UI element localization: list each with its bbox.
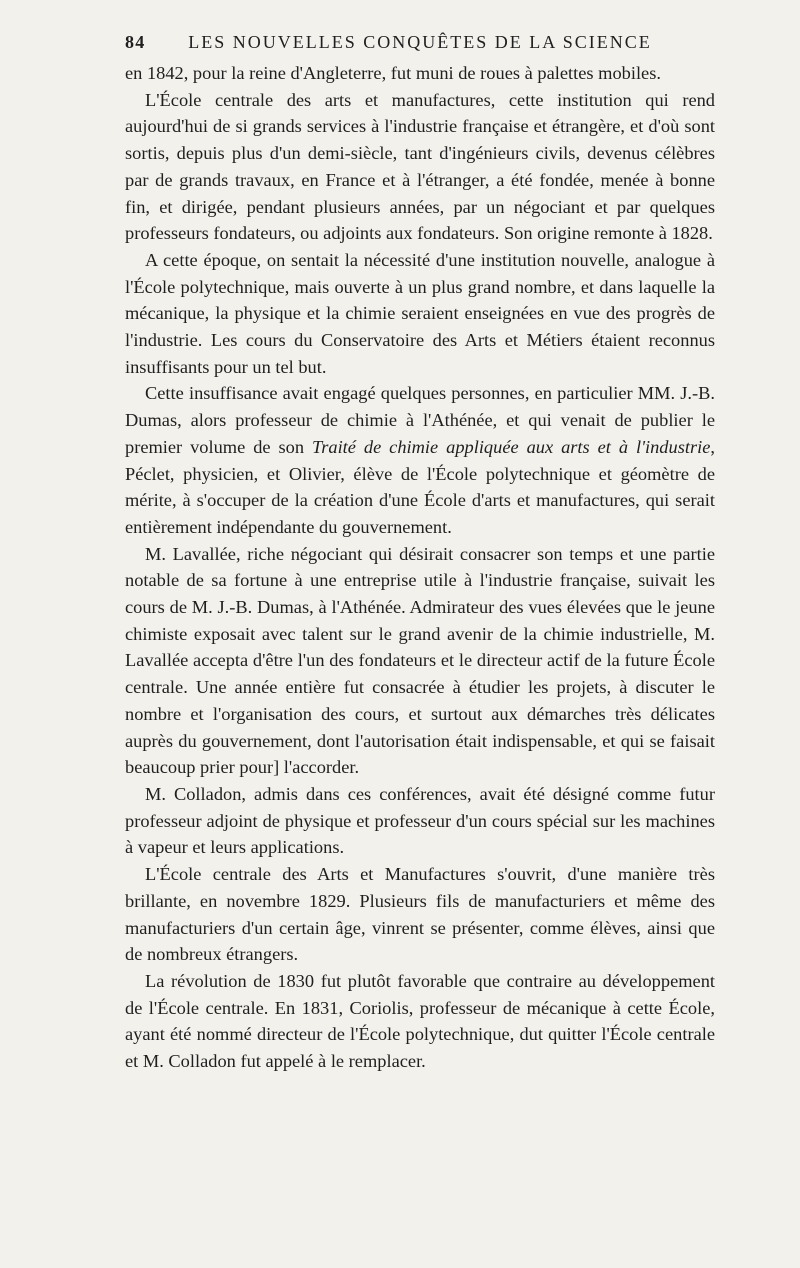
paragraph-founders-before: Cette insuffisance avait engagé quelques personnes, en particulier MM. J.-B. Dumas, alors professeur de chimie à l'Athénée, et qui venait de publier le premier volume de son <box>125 383 715 457</box>
book-title: Traité de chimie appliquée aux arts et à l'industrie <box>312 436 711 457</box>
body-text <box>125 60 715 1075</box>
paragraph-founders <box>125 380 715 540</box>
paragraph-new-institution-need: A cette époque, on sentait la nécessité d'une institution nouvelle, analogue à l'École polytechnique, mais ouverte à un plus grand nombre, et dans laquelle la mécanique, la physique et la chimie seraient enseignées en vue des progrès de l'industrie. Les cours du Conservatoire des Arts et Métiers étaient reconnus insuffisants pour un tel but. <box>125 249 715 377</box>
running-title: LES NOUVELLES CONQUÊTES DE LA SCIENCE <box>188 32 652 52</box>
paragraph-ecole-centrale-origin: L'École centrale des arts et manufactures, cette institution qui rend aujourd'hui de si grands services à l'industrie française et étrangère, et d'où sont sortis, depuis plus d'un demi-siècle, tant d'ingénieurs civils, devenus célèbres par de grands travaux, en France et à l'étranger, a été fondée, menée à bonne fin, et dirigée, pendant plusieurs années, par un négociant et par quelques professeurs fondateurs, ou adjoints aux fondateurs. Son origine remonte à 1828. <box>125 89 715 244</box>
paragraph-colladon: M. Colladon, admis dans ces conférences, avait été désigné comme futur professeur adjoint de physique et professeur d'un cours spécial sur les machines à vapeur et leurs applications. <box>125 783 715 858</box>
page-number: 84 <box>125 32 146 52</box>
paragraph-lavallee: M. Lavallée, riche négociant qui désirait consacrer son temps et une partie notable de sa fortune à une entreprise utile à l'industrie française, suivait les cours de M. J.-B. Dumas, à l'Athénée. Admirateur des vues élevées que le jeune chimiste exposait avec talent sur le grand avenir de la chimie industrielle, M. Lavallée accepta d'être l'un des fondateurs et le directeur actif de la future École centrale. Une année entière fut consacrée à étudier les projets, à discuter le nombre et l'organisation des cours, et surtout aux démarches très délicates auprès du gouvernement, dont l'autorisation était indispensable, et qui se faisait beaucoup prier pour] l'accorder. <box>125 543 715 778</box>
paragraph-founders-after: , Péclet, physicien, et Olivier, élève de l'École polytechnique et géomètre de mérite, à s'occuper de la création d'une École d'arts et manufactures, qui serait entièrement indépendante du gouvernement. <box>125 436 715 537</box>
paragraph-opening: L'École centrale des Arts et Manufactures s'ouvrit, d'une manière très brillante, en novembre 1829. Plusieurs fils de manufacturiers et même des manufacturiers d'un certain âge, vinrent se présenter, comme élèves, ainsi que de nombreux étrangers. <box>125 864 715 965</box>
page-header <box>125 32 715 56</box>
paragraph-continuation: en 1842, pour la reine d'Angleterre, fut muni de roues à palettes mobiles. <box>125 63 661 83</box>
paragraph-revolution-1830: La révolution de 1830 fut plutôt favorable que contraire au développement de l'École centrale. En 1831, Coriolis, professeur de mécanique à cette École, ayant été nommé directeur de l'École polytechnique, dut quitter l'École centrale et M. Colladon fut appelé à le remplacer. <box>125 970 715 1072</box>
